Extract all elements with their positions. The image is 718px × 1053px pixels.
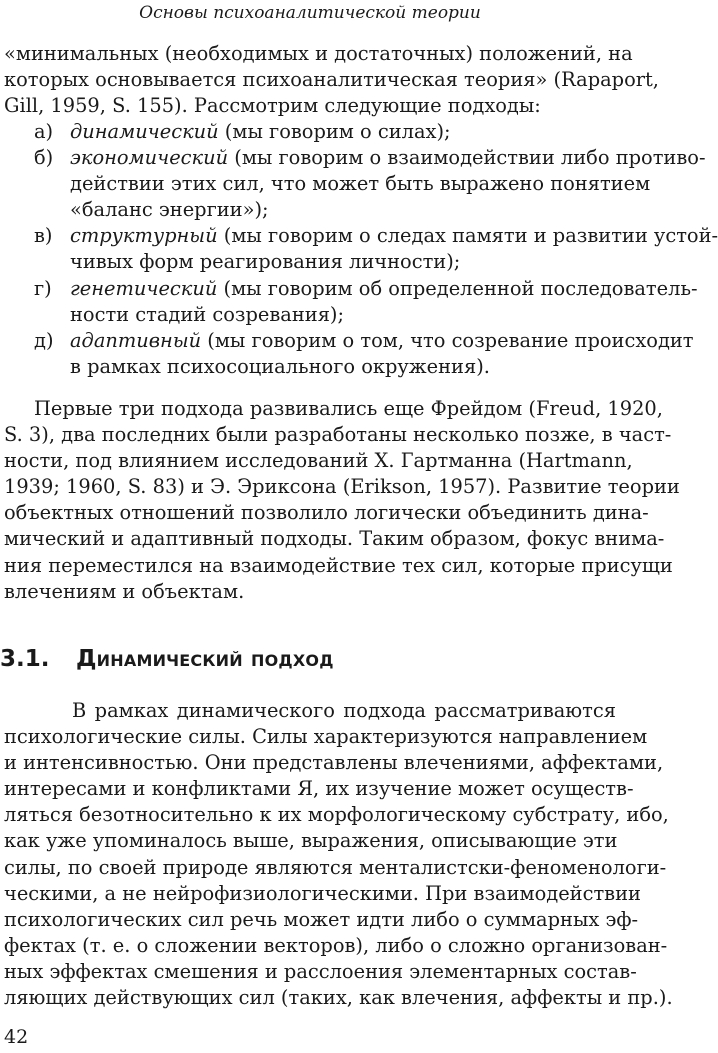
list-item (0, 145, 706, 223)
list-item (0, 119, 620, 145)
text-line: Gill, 1959, S. 155). Рассмотрим следующие подходы: (4, 94, 541, 118)
text-line: ческими, а не нейрофизиологическими. При взаимодействии (4, 881, 641, 905)
text-line: S. 3), два последних были разработаны несколько позже, в част- (4, 423, 672, 447)
approaches-list (0, 119, 718, 380)
text-line (70, 119, 616, 145)
approach-term: генетический (70, 276, 218, 300)
text-line: влечениям и объектам. (4, 579, 245, 603)
approach-term: динамический (70, 120, 219, 143)
section-number: 3.1. (0, 646, 50, 672)
text-line: которых основывается психоаналитическая теория» (Rapaport, (4, 68, 659, 92)
text-line: интересами и конфликтами Я, их изучение может осуществ- (4, 777, 634, 801)
approach-term: адаптивный (70, 328, 202, 352)
approach-description: (мы говорим о силах); (218, 120, 451, 143)
approach-description: (мы говорим о взаимодействии либо противо- (228, 146, 706, 170)
text-line (70, 328, 694, 354)
list-item (0, 276, 698, 328)
list-marker: б) (34, 146, 54, 170)
text-line (70, 276, 698, 302)
text-line: силы, по своей природе являются менталистски-феноменологи- (4, 855, 667, 879)
text-line: Первые три подхода развивались еще Фрейдом (Freud, 1920, (34, 397, 663, 420)
text-line: чивых форм реагирования личности); (70, 250, 461, 274)
text-line: ных эффектах смешения и расслоения элементарных состав- (4, 959, 637, 983)
text-line (70, 223, 718, 249)
list-marker: в) (34, 224, 53, 248)
page-number: 42 (4, 1026, 29, 1048)
text-line: ляться безотносительно к их морфологическому субстрату, ибо, (4, 803, 669, 827)
text-line: психологических сил речь может идти либо о суммарных эф- (4, 907, 639, 931)
approach-description: (мы говорим об определенной последователь- (217, 276, 698, 300)
approach-description: (мы говорим о следах памяти и развитии устой- (217, 224, 718, 248)
text-line: в рамках психосоциального окружения). (70, 354, 490, 378)
approach-term: экономический (70, 146, 229, 170)
section-title: Динамический подход (76, 646, 334, 672)
text-line: как уже упоминалось выше, выражения, описывающие эти (4, 829, 618, 853)
list-marker: д) (34, 328, 54, 352)
dynamic-approach-paragraph (4, 698, 673, 1011)
intro-paragraph (4, 41, 659, 119)
text-line: ния переместился на взаимодействие тех сил, которые присущи (4, 553, 673, 577)
text-line: ности, под влиянием исследований Х. Гартманна (Hartmann, (4, 449, 633, 473)
text-line: ности стадий созревания); (70, 302, 345, 326)
text-line: «минимальных (необходимых и достаточных) положений, на (4, 42, 633, 65)
history-paragraph (4, 396, 680, 605)
text-line: фектах (т. е. о сложении векторов), либо о сложно организован- (4, 933, 668, 957)
text-line: 1939; 1960, S. 83) и Э. Эриксона (Erikson, 1957). Развитие теории (4, 475, 680, 499)
text-line: ляющих действующих сил (таких, как влечения, аффекты и пр.). (4, 986, 673, 1010)
approach-description: (мы говорим о том, что созревание происходит (201, 328, 694, 352)
running-head: Основы психоаналитической теории (139, 3, 481, 23)
text-line: В рамках динамического подхода рассматриваются (72, 699, 616, 722)
text-line (70, 145, 706, 171)
text-line: психологические силы. Силы характеризуются направлением (4, 725, 648, 749)
list-marker: а) (34, 120, 54, 143)
text-line: «баланс энергии»); (70, 198, 269, 222)
text-line: и интенсивностью. Они представлены влечениями, аффектами, (4, 751, 664, 775)
list-item (0, 328, 694, 380)
text-line: действии этих сил, что может быть выражено понятием (70, 172, 651, 196)
list-marker: г) (34, 276, 52, 300)
text-line: объектных отношений позволило логически объединить дина- (4, 501, 649, 525)
text-line: мический и адаптивный подходы. Таким образом, фокус внима- (4, 527, 665, 551)
approach-term: структурный (70, 224, 218, 248)
list-item (0, 223, 718, 275)
